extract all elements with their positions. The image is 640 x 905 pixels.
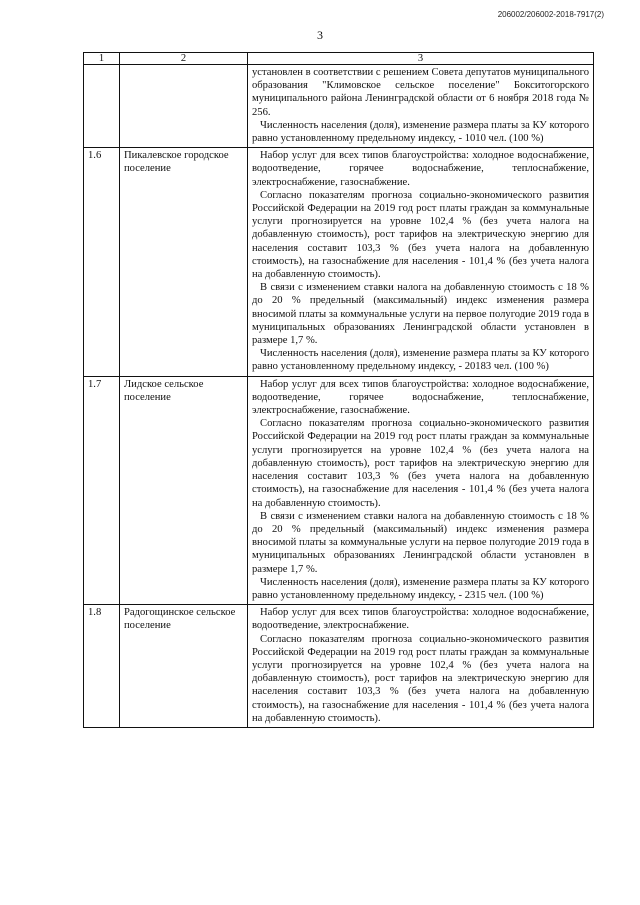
table-row — [84, 148, 594, 376]
description-cell — [248, 65, 594, 148]
table-row-continuation — [84, 65, 594, 148]
row-number: 1.8 — [84, 605, 120, 728]
settlement-name-cell — [120, 65, 248, 148]
paragraph: установлен в соответствии с решением Совета депутатов муниципального образования "Климовское сельское поселение" Бокситогорского муниципального района Ленинградской области от 6 ноября 2018 года № 256. — [252, 67, 589, 118]
settlement-name: Радогощинское сельское поселение — [120, 605, 248, 728]
paragraph: Численность населения (доля), изменение размера платы за КУ которого равно установленному предельному индексу, - 20183 чел. (100 %) — [252, 348, 589, 373]
row-number: 1.7 — [84, 376, 120, 604]
settlement-name: Лидское сельское поселение — [120, 376, 248, 604]
paragraph: Набор услуг для всех типов благоустройства: холодное водоснабжение, водоотведение, горячее водоснабжение, теплоснабжение, электроснабжение, газоснабжение. — [252, 150, 589, 188]
paragraph: Численность населения (доля), изменение размера платы за КУ которого равно установленному предельному индексу, - 1010 чел. (100 %) — [252, 119, 589, 145]
page-number: 3 — [317, 28, 323, 42]
paragraph: В связи с изменением ставки налога на добавленную стоимость с 18 % до 20 % предельный (максимальный) индекс изменения размера вносимой платы за коммунальные услуги на первое полугодие 2019 года в муниципальных образованиях Ленинградской области установлен в размере 1,7 %. — [252, 510, 589, 575]
column-header-1: 1 — [84, 53, 120, 65]
column-header-2: 2 — [120, 53, 248, 65]
description-cell — [248, 376, 594, 604]
paragraph: В связи с изменением ставки налога на добавленную стоимость с 18 % до 20 % предельный (максимальный) индекс изменения размера вносимой платы за коммунальные услуги на первое полугодие 2019 года в муниципальных образованиях Ленинградской области установлен в размере 1,7 %. — [252, 282, 589, 347]
paragraph: Согласно показателям прогноза социально-экономического развития Российской Федерации на 2019 год рост платы граждан за коммунальные услуги прогнозируется на уровне 102,4 % (без учета налога на добавленную стоимость), рост тарифов на электрическую энергию для населения составит 103,3 % (без учета налога на добавленную стоимость), на газоснабжение для населения - 101,4 % (без учета налога на добавленную стоимость). — [252, 189, 589, 281]
table-header-row — [84, 53, 594, 65]
paragraph: Численность населения (доля), изменение размера платы за КУ которого равно установленному предельному индексу, - 2315 чел. (100 %) — [252, 576, 589, 601]
description-cell — [248, 605, 594, 728]
description-cell — [248, 148, 594, 376]
row-number-cell — [84, 65, 120, 148]
paragraph: Набор услуг для всех типов благоустройства: холодное водоснабжение, водоотведение, горячее водоснабжение, теплоснабжение, электроснабжение, газоснабжение. — [252, 378, 589, 417]
paragraph: Согласно показателям прогноза социально-экономического развития Российской Федерации на 2019 год рост платы граждан за коммунальные услуги прогнозируется на уровне 102,4 % (без учета налога на добавленную стоимость), рост тарифов на электрическую энергию для населения составит 103,3 % (без учета налога на добавленную стоимость), на газоснабжение для населения - 101,4 % (без учета налога на добавленную стоимость). — [252, 418, 589, 509]
paragraph: Согласно показателям прогноза социально-экономического развития Российской Федерации на 2019 год рост платы граждан за коммунальные услуги прогнозируется на уровне 102,4 % (без учета налога на добавленную стоимость), рост тарифов на электрическую энергию для населения составит 103,3 % (без учета налога на добавленную стоимость), на газоснабжение для населения - 101,4 % (без учета налога на добавленную стоимость). — [252, 633, 589, 724]
settlement-name: Пикалевское городское поселение — [120, 148, 248, 376]
paragraph: Набор услуг для всех типов благоустройства: холодное водоснабжение, водоотведение, электроснабжение. — [252, 607, 589, 632]
row-number: 1.6 — [84, 148, 120, 376]
column-header-3: 3 — [248, 53, 594, 65]
tariff-table — [83, 52, 594, 728]
table-row — [84, 376, 594, 604]
table-row — [84, 605, 594, 728]
document-id: 206002/206002-2018-7917(2) — [497, 10, 604, 19]
